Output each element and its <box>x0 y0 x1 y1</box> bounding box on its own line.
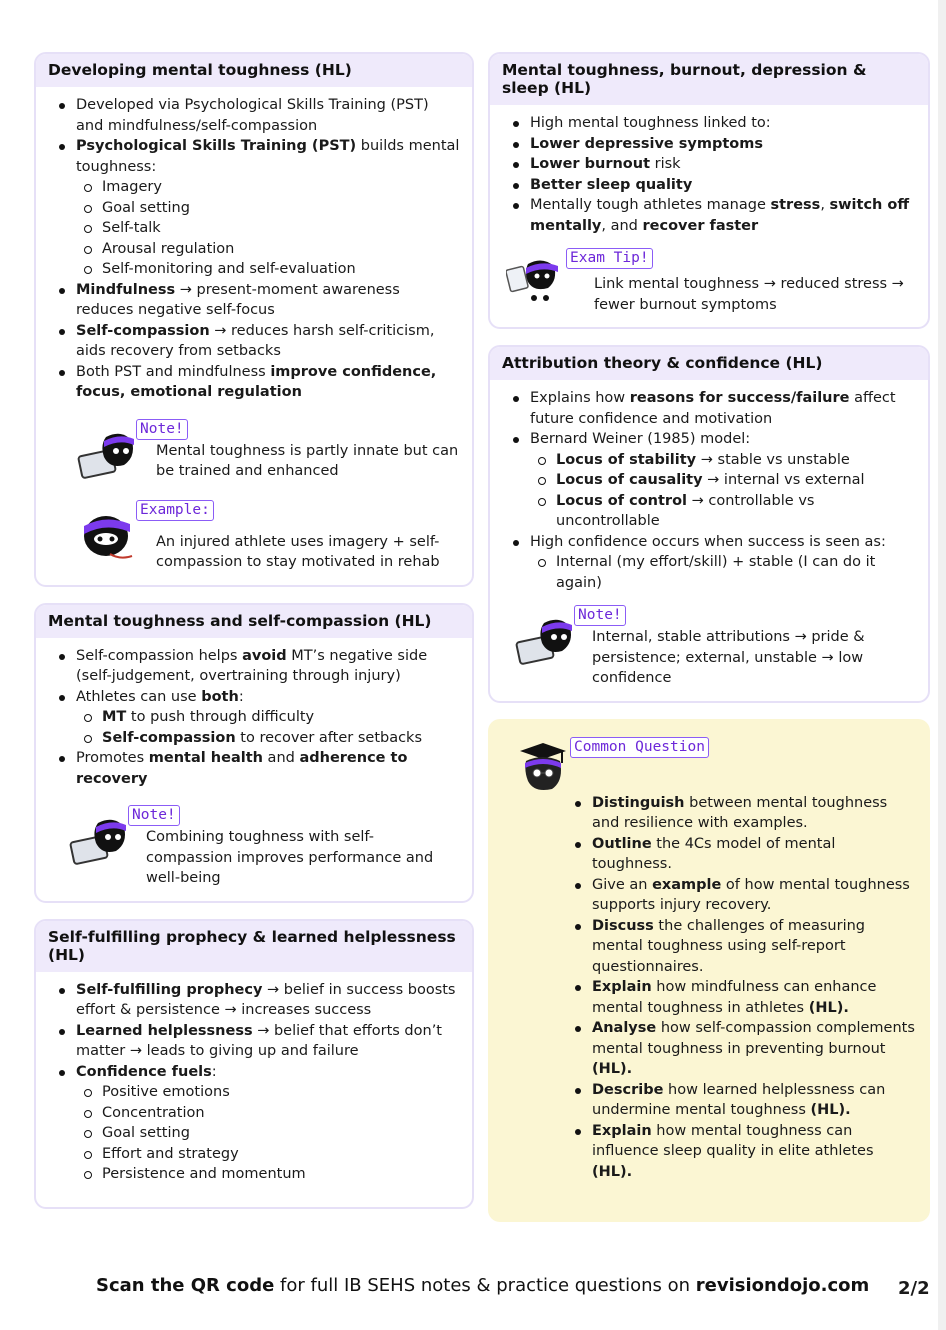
item-bold: both <box>201 688 239 705</box>
item-bold: (HL). <box>592 1163 633 1180</box>
note-tag: Note! <box>128 805 180 826</box>
list-item <box>76 321 460 362</box>
page-number: 2/2 <box>898 1278 930 1299</box>
item-text: → belief in success boosts effort & persistence → increases success <box>76 981 456 1018</box>
item-text: the challenges of measuring mental toughness using self-report questionnaires. <box>592 917 865 975</box>
item-bold: Explain <box>592 979 652 995</box>
list-item <box>530 429 916 532</box>
note-tag: Note! <box>574 605 626 626</box>
note-text: Mental toughness is partly innate but can be trained and enhanced <box>156 442 459 479</box>
bullet-list <box>502 113 916 236</box>
common-question-header <box>502 737 916 793</box>
card-body <box>490 105 928 327</box>
page-edge <box>938 0 946 1330</box>
item-text: → internal vs external <box>702 472 865 488</box>
item-text: builds mental toughness: <box>76 138 460 175</box>
item-bold: Self-compassion <box>76 322 210 339</box>
list-item <box>76 1062 460 1185</box>
item-text: : <box>211 1063 217 1080</box>
item-bold: reasons for success/failure <box>629 390 850 406</box>
item-text: Bernard Weiner (1985) model: <box>530 431 751 447</box>
item-bold: stress <box>770 197 821 213</box>
common-question-box <box>488 719 930 1223</box>
sub-list <box>76 707 460 748</box>
footer-text: for full IB SEHS notes & practice questions on <box>274 1275 696 1296</box>
sub-item: Self-monitoring and self-evaluation <box>102 259 460 280</box>
item-bold: Lower depressive symptoms <box>530 135 763 152</box>
ninja-laptop-icon <box>76 427 138 483</box>
item-text: → reduces harsh self-criticism, aids recovery from setbacks <box>76 322 435 359</box>
item-text: → present-moment awareness reduces negative self-focus <box>76 281 400 318</box>
item-bold: Analyse <box>592 1020 657 1036</box>
example-text: An injured athlete uses imagery + self-compassion to stay motivated in rehab <box>156 533 440 570</box>
question-item <box>592 1121 916 1183</box>
list-item <box>76 95 460 136</box>
sub-item: Goal setting <box>102 198 460 219</box>
item-bold: Discuss <box>592 917 654 934</box>
item-bold: Describe <box>592 1081 664 1098</box>
card-body <box>36 972 472 1207</box>
ninja-graduate-icon <box>516 741 570 795</box>
card-burnout <box>488 52 930 329</box>
exam-tip-tag: Exam Tip! <box>566 248 653 269</box>
item-text: to push through difficulty <box>126 709 315 725</box>
example-tag: Example: <box>136 500 214 521</box>
item-bold: Self-compassion <box>102 729 236 746</box>
sub-item: Positive emotions <box>102 1082 460 1103</box>
card-body <box>490 380 928 701</box>
note-tag: Note! <box>136 419 188 440</box>
item-bold: Locus of control <box>556 492 688 509</box>
list-item <box>530 195 916 236</box>
footer-link[interactable]: revisiondojo.com <box>695 1275 870 1296</box>
sub-item: Effort and strategy <box>102 1144 460 1165</box>
ninja-laptop-icon <box>68 813 130 869</box>
card-body <box>36 638 472 901</box>
item-text: , <box>820 197 830 213</box>
sub-item: Arousal regulation <box>102 239 460 260</box>
item-bold: Better sleep quality <box>530 176 693 193</box>
item-bold: Outline <box>592 835 652 852</box>
list-item <box>76 980 460 1021</box>
card-developing <box>34 52 474 587</box>
item-text: → stable vs unstable <box>696 451 850 468</box>
item-text: the 4Cs model of mental toughness. <box>592 835 836 872</box>
item-text: → belief that efforts don’t matter → leads to giving up and failure <box>76 1022 442 1059</box>
question-list <box>502 793 916 1183</box>
example-callout <box>48 500 460 573</box>
item-text: , and <box>601 217 643 234</box>
footer <box>96 1275 869 1296</box>
item-text: Explains how <box>530 390 630 406</box>
item-text: Athletes can use <box>76 688 202 705</box>
item-bold: Explain <box>592 1122 652 1139</box>
item-bold: (HL). <box>808 999 849 1016</box>
sub-list <box>76 1082 460 1185</box>
list-item <box>76 748 460 789</box>
item-text: → controllable vs uncontrollable <box>556 492 815 529</box>
sub-list <box>530 450 916 532</box>
common-question-tag: Common Question <box>570 737 709 758</box>
item-text: Promotes <box>76 750 149 766</box>
sub-item <box>556 470 916 491</box>
item-bold: adherence to recovery <box>76 750 408 787</box>
list-item <box>76 646 460 687</box>
sub-item: Imagery <box>102 177 460 198</box>
bullet-list <box>48 95 460 403</box>
item-bold: Locus of causality <box>556 472 703 488</box>
card-title: Self-fulfilling prophecy & learned helplessness (HL) <box>36 921 472 972</box>
sub-item: Goal setting <box>102 1123 460 1144</box>
list-item <box>530 532 916 594</box>
right-column <box>488 52 930 1222</box>
item-bold: Distinguish <box>592 794 685 811</box>
question-item <box>592 916 916 978</box>
question-item <box>592 1080 916 1121</box>
item-text: Developed via Psychological Skills Training (PST) and mindfulness/self-compassion <box>76 97 429 134</box>
item-text: and <box>262 750 300 766</box>
item-text: : <box>238 688 244 705</box>
exam-tip-callout <box>502 248 916 315</box>
item-text: how self-compassion complements mental toughness in preventing burnout <box>592 1020 915 1057</box>
sub-item <box>556 450 916 471</box>
page <box>8 0 938 1330</box>
question-item <box>592 977 916 1018</box>
item-bold: improve confidence, focus, emotional regulation <box>76 363 437 400</box>
list-item <box>76 1021 460 1062</box>
item-bold: Locus of stability <box>556 451 697 468</box>
card-title: Mental toughness, burnout, depression & sleep (HL) <box>490 54 928 105</box>
ninja-face-icon <box>76 508 138 564</box>
item-text: to recover after setbacks <box>235 729 423 746</box>
item-bold: Self-fulfilling prophecy <box>76 981 263 998</box>
item-text: how learned helplessness can undermine mental toughness <box>592 1081 886 1118</box>
list-item: High mental toughness linked to: <box>530 113 916 134</box>
note-callout <box>48 419 460 482</box>
list-item <box>530 388 916 429</box>
bullet-list <box>502 388 916 593</box>
note-callout <box>48 805 460 889</box>
item-text: High confidence occurs when success is seen as: <box>530 533 886 550</box>
sub-item: Persistence and momentum <box>102 1164 460 1185</box>
list-item <box>76 280 460 321</box>
ninja-laptop-icon <box>514 613 576 669</box>
item-text: how mental toughness can influence sleep quality in elite athletes <box>592 1122 874 1159</box>
item-text: risk <box>650 156 681 172</box>
item-bold: avoid <box>242 647 287 664</box>
item-text: Both PST and mindfulness <box>76 363 271 380</box>
sub-item <box>102 728 460 749</box>
list-item <box>530 175 916 196</box>
item-bold: recover faster <box>642 217 759 234</box>
card-title: Developing mental toughness (HL) <box>36 54 472 87</box>
list-item <box>530 134 916 155</box>
question-item <box>592 1018 916 1080</box>
item-text: Self-compassion helps <box>76 647 243 664</box>
card-self-compassion <box>34 603 474 903</box>
ninja-paper-icon <box>506 254 568 310</box>
item-text: Mentally tough athletes manage <box>530 197 771 213</box>
item-text: Give an <box>592 876 653 893</box>
item-bold: example <box>652 876 722 893</box>
note-text: Combining toughness with self-compassion improves performance and well-being <box>146 829 434 886</box>
sub-item <box>556 491 916 532</box>
note-callout <box>502 605 916 689</box>
sub-list <box>530 552 916 593</box>
list-item <box>76 687 460 749</box>
footer-bold: Scan the QR code <box>96 1275 275 1296</box>
sub-item: Internal (my effort/skill) + stable (I can do it again) <box>556 552 916 593</box>
item-bold: (HL). <box>592 1061 633 1077</box>
item-bold: switch off mentally <box>530 197 910 234</box>
card-body <box>36 87 472 585</box>
sub-item <box>102 707 460 728</box>
card-title: Attribution theory & confidence (HL) <box>490 347 928 380</box>
item-text: of how mental toughness supports injury recovery. <box>592 876 910 913</box>
item-text: between mental toughness and resilience with examples. <box>592 794 888 831</box>
card-prophecy <box>34 919 474 1209</box>
note-text: Internal, stable attributions → pride & persistence; external, unstable → low confidence <box>592 629 865 686</box>
item-text: affect future confidence and motivation <box>530 390 896 427</box>
exam-tip-text: Link mental toughness → reduced stress → fewer burnout symptoms <box>594 276 904 313</box>
item-bold: MT <box>102 709 127 725</box>
left-column <box>34 52 474 1225</box>
question-item <box>592 834 916 875</box>
question-item <box>592 793 916 834</box>
bullet-list <box>48 646 460 790</box>
sub-item: Self-talk <box>102 218 460 239</box>
item-bold: Confidence fuels <box>76 1063 212 1080</box>
sub-item: Concentration <box>102 1103 460 1124</box>
list-item <box>76 136 460 280</box>
item-text: how mindfulness can enhance mental toughness in athletes <box>592 979 877 1016</box>
card-attribution <box>488 345 930 703</box>
card-title: Mental toughness and self-compassion (HL) <box>36 605 472 638</box>
item-bold: Lower burnout <box>530 156 651 172</box>
list-item <box>76 362 460 403</box>
bullet-list <box>48 980 460 1185</box>
question-item <box>592 875 916 916</box>
item-text: MT’s negative side (self-judgement, overtraining through injury) <box>76 647 428 684</box>
item-bold: mental health <box>148 750 263 766</box>
item-bold: Learned helplessness <box>76 1022 253 1039</box>
list-item <box>530 154 916 175</box>
sub-list <box>76 177 460 280</box>
item-bold: (HL). <box>810 1102 851 1118</box>
item-bold: Mindfulness <box>76 281 176 298</box>
item-bold: Psychological Skills Training (PST) <box>76 138 357 154</box>
